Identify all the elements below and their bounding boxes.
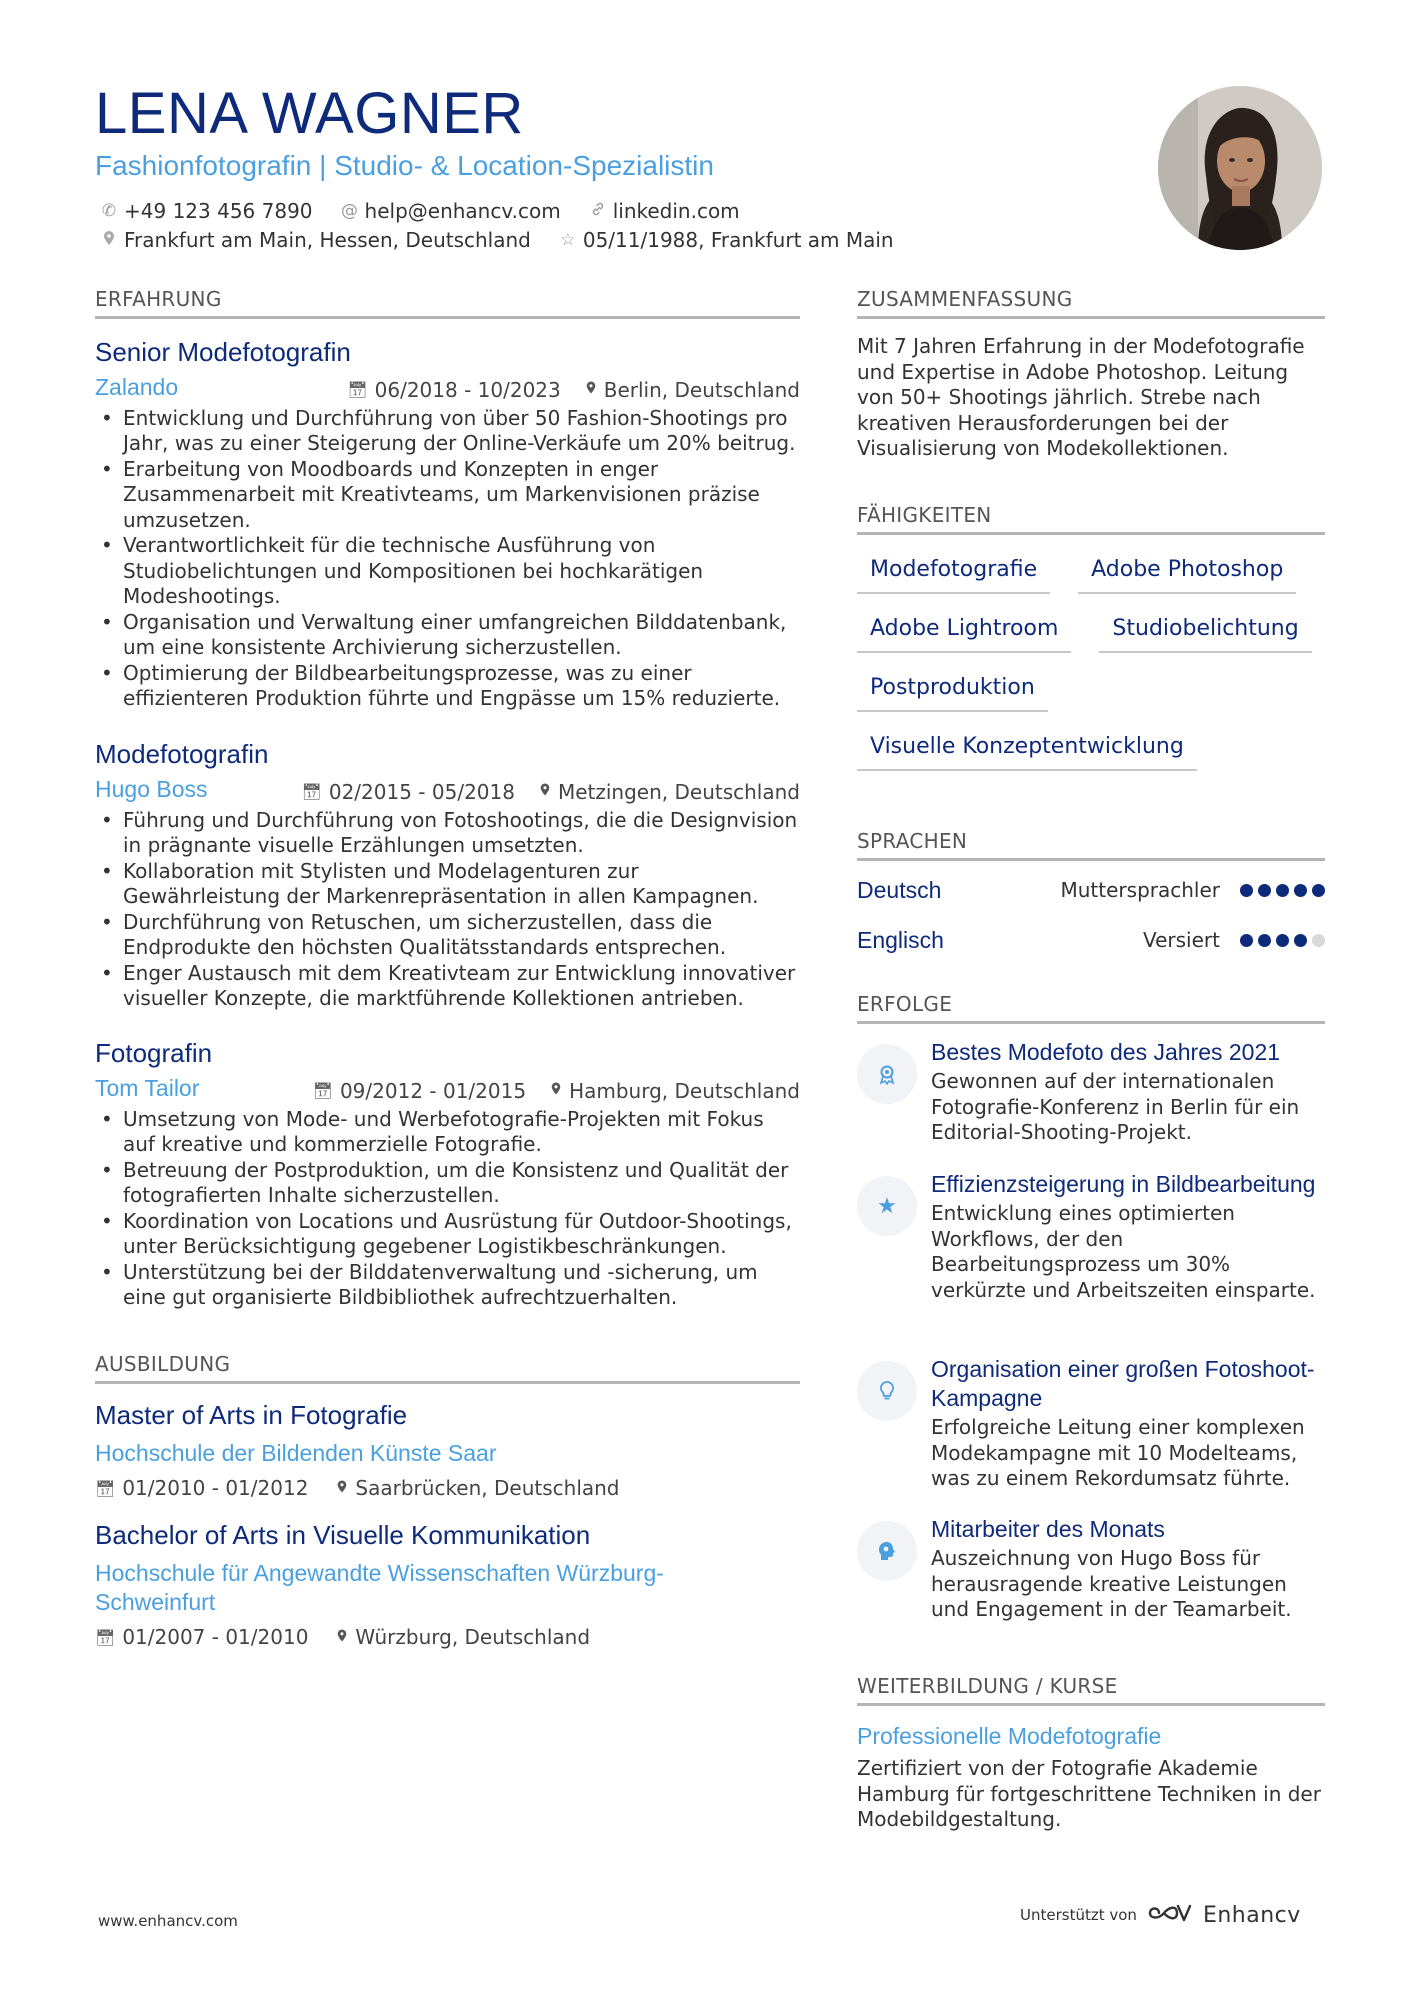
skill-tag: Studiobelichtung	[1099, 616, 1311, 653]
language-row	[857, 865, 1325, 915]
job-dates-text: 06/2018 - 10/2023	[374, 377, 561, 402]
skill-tag: Visuelle Konzeptentwicklung	[857, 734, 1197, 771]
location-pin-icon	[336, 1479, 348, 1498]
lightbulb-icon	[857, 1361, 917, 1421]
course-title: Professionelle Modefotografie	[857, 1723, 1162, 1749]
languages-list	[857, 865, 1325, 965]
location-pin-icon	[550, 1081, 562, 1100]
head-icon	[857, 1521, 917, 1581]
achievement-desc: Auszeichnung von Hugo Boss für herausragende kreative Leistungen und Engagement in der Teamarbeit.	[931, 1546, 1292, 1621]
location-pin-icon	[100, 230, 118, 251]
skills-list	[857, 557, 1325, 771]
job-location	[539, 780, 800, 804]
achievement-item	[857, 1038, 1325, 1146]
skill-tag: Modefotografie	[857, 557, 1050, 594]
enhancv-logo-icon	[1147, 1902, 1193, 1928]
bullet: • Koordination von Locations und Ausrüstung für Outdoor-Shootings, unter Berücksichtigung gegebener Logistikbeschränkungen.	[95, 1209, 800, 1260]
rating-dot	[1258, 884, 1271, 897]
language-name: Deutsch	[857, 876, 942, 903]
bullet: • Entwicklung und Durchführung von über 50 Fashion-Shootings pro Jahr, was zu einer Steigerung der Online-Verkäufe um 20% beitrug.	[95, 406, 800, 457]
achievement-title: Organisation einer großen Fotoshoot-Kampagne	[931, 1356, 1315, 1411]
calendar-icon: 📅︎	[347, 380, 368, 399]
achievement-body	[931, 1355, 1325, 1492]
job-dates-text: 02/2015 - 05/2018	[328, 779, 515, 804]
rating-dot	[1240, 884, 1253, 897]
calendar-icon: 📅︎	[312, 1081, 333, 1100]
rating-dot	[1240, 934, 1253, 947]
calendar-icon: 📅︎	[95, 1478, 116, 1498]
calendar-icon: 📅︎	[301, 782, 322, 801]
bullet: • Durchführung von Retuschen, um sicherzustellen, dass die Endprodukte den höchsten Qualitätsstandards entsprechen.	[95, 910, 800, 961]
location-text: Frankfurt am Main, Hessen, Deutschland	[124, 228, 531, 252]
job-location-text: Metzingen, Deutschland	[557, 779, 800, 804]
edu-degree: Bachelor of Arts in Visuelle Kommunikation	[95, 1520, 591, 1550]
edu-dates	[95, 1476, 308, 1500]
edu-dates-text: 01/2010 - 01/2012	[122, 1476, 309, 1500]
section-heading-achievements: ERFOLGE	[857, 992, 1325, 1024]
skill-tag: Adobe Photoshop	[1078, 557, 1296, 594]
course-desc: Zertifiziert von der Fotografie Akademie Hamburg für fortgeschrittene Techniken in der Modebildgestaltung.	[857, 1756, 1321, 1831]
job-bullets	[95, 808, 800, 1012]
language-level: Muttersprachler	[1060, 878, 1220, 902]
section-heading-courses: WEITERBILDUNG / KURSE	[857, 1674, 1325, 1706]
job-company: Tom Tailor	[95, 1075, 200, 1101]
achievement-title: Bestes Modefoto des Jahres 2021	[931, 1039, 1281, 1065]
bullet: • Führung und Durchführung von Fotoshootings, die die Designvision in prägnante visuelle Erzählungen umsetzten.	[95, 808, 800, 859]
job-entry	[95, 1038, 800, 1311]
job-location	[585, 378, 800, 402]
language-row	[857, 915, 1325, 965]
achievement-item	[857, 1355, 1325, 1492]
enhancv-brand: Enhancv	[1202, 1902, 1301, 1928]
job-entry	[95, 739, 800, 1012]
contact-row-1	[100, 199, 740, 223]
achievement-title: Effizienzsteigerung in Bildbearbeitung	[931, 1171, 1316, 1197]
contact-birth	[559, 228, 894, 252]
rating-dot	[1294, 934, 1307, 947]
edu-dates	[95, 1625, 308, 1649]
section-heading-languages: SPRACHEN	[857, 829, 1325, 861]
at-icon: @	[341, 201, 359, 221]
job-meta	[95, 374, 800, 402]
job-meta	[95, 776, 800, 804]
link-icon	[589, 201, 607, 222]
bullet: • Unterstützung bei der Bilddatenverwaltung und -sicherung, um eine gut organisierte Bildbibliothek aufrechtzuerhalten.	[95, 1260, 800, 1311]
achievement-body	[931, 1515, 1325, 1623]
achievement-item	[857, 1515, 1325, 1623]
award-icon	[857, 1044, 917, 1104]
birth-text: 05/11/1988, Frankfurt am Main	[582, 228, 894, 252]
powered-by-text: Unterstützt von	[1020, 1906, 1137, 1924]
summary-text: Mit 7 Jahren Erfahrung in der Modefotografie und Expertise in Adobe Photoshop. Leitung von 50+ Shootings jährlich. Strebe nach kreativen Herausforderungen bei der Visualisierung von Modekollektionen.	[857, 334, 1305, 460]
contact-row-2	[100, 228, 894, 252]
edu-school: Hochschule der Bildenden Künste Saar	[95, 1440, 497, 1466]
achievement-desc: Entwicklung eines optimierten Workflows, der den Bearbeitungsprozess um 30% verkürzte und Arbeitszeiten einsparte.	[931, 1201, 1316, 1302]
education-entry	[95, 1400, 800, 1500]
achievement-item	[857, 1170, 1325, 1303]
rating-dot	[1276, 884, 1289, 897]
rating-dot	[1276, 934, 1289, 947]
contact-linkedin[interactable]	[589, 199, 740, 223]
job-dates-text: 09/2012 - 01/2015	[339, 1078, 527, 1103]
star-outline-icon: ☆	[560, 230, 576, 250]
job-company: Hugo Boss	[95, 776, 208, 802]
language-level: Versiert	[1142, 928, 1220, 952]
edu-school: Hochschule für Angewandte Wissenschaften Würzburg-Schweinfurt	[95, 1560, 664, 1615]
contact-phone	[100, 199, 313, 223]
education-entry	[95, 1520, 715, 1649]
contact-email[interactable]	[341, 199, 561, 223]
linkedin-text[interactable]: linkedin.com	[612, 199, 740, 223]
job-bullets	[95, 406, 800, 712]
job-location-text: Hamburg, Deutschland	[569, 1078, 800, 1103]
skill-tag: Postproduktion	[857, 675, 1048, 712]
section-heading-experience: ERFAHRUNG	[95, 287, 800, 319]
course-entry	[857, 1723, 1325, 1833]
achievement-title: Mitarbeiter des Monats	[931, 1516, 1165, 1542]
candidate-name: LENA WAGNER	[95, 81, 524, 146]
location-pin-icon	[336, 1628, 348, 1647]
edu-meta	[95, 1476, 800, 1500]
footer-website[interactable]: www.enhancv.com	[98, 1912, 238, 1930]
edu-location	[336, 1625, 590, 1649]
achievement-desc: Erfolgreiche Leitung einer komplexen Modekampagne mit 10 Modelteams, was zu einem Rekordumsatz führte.	[931, 1415, 1305, 1490]
achievement-desc: Gewonnen auf der internationalen Fotografie-Konferenz in Berlin für ein Editorial-Shooting-Projekt.	[931, 1069, 1300, 1144]
edu-degree: Master of Arts in Fotografie	[95, 1400, 408, 1430]
star-icon: ★	[857, 1176, 917, 1236]
job-title: Senior Modefotografin	[95, 337, 351, 367]
footer-powered	[1020, 1902, 1301, 1928]
rating-dot	[1312, 884, 1325, 897]
edu-location-text: Würzburg, Deutschland	[355, 1625, 591, 1649]
job-location	[550, 1079, 800, 1103]
bullet: • Enger Austausch mit dem Kreativteam zur Entwicklung innovativer visueller Konzepte, die marktführende Kollektionen antrieben.	[95, 961, 800, 1012]
job-location-text: Berlin, Deutschland	[603, 377, 800, 402]
bullet: • Betreuung der Postproduktion, um die Konsistenz und Qualität der fotografierten Inhalte sicherzustellen.	[95, 1158, 800, 1209]
edu-location	[336, 1476, 619, 1500]
bullet: • Erarbeitung von Moodboards und Konzepten in enger Zusammenarbeit mit Kreativteams, um Markenvisionen präzise umzusetzen.	[95, 457, 800, 534]
language-name: Englisch	[857, 926, 944, 953]
rating-dot	[1294, 884, 1307, 897]
job-entry	[95, 337, 800, 712]
section-heading-skills: FÄHIGKEITEN	[857, 503, 1325, 535]
candidate-title: Fashionfotografin | Studio- & Location-Spezialistin	[95, 150, 714, 181]
bullet: • Organisation und Verwaltung einer umfangreichen Bilddatenbank, um eine konsistente Archivierung sicherzustellen.	[95, 610, 800, 661]
section-heading-education: AUSBILDUNG	[95, 1352, 800, 1384]
bullet: • Umsetzung von Mode- und Werbefotografie-Projekten mit Fokus auf kreative und kommerzielle Fotografie.	[95, 1107, 800, 1158]
job-title: Fotografin	[95, 1038, 213, 1068]
location-pin-icon	[539, 782, 551, 801]
edu-location-text: Saarbrücken, Deutschland	[355, 1476, 620, 1500]
rating-dot	[1258, 934, 1271, 947]
job-dates	[347, 378, 560, 402]
section-heading-summary: ZUSAMMENFASSUNG	[857, 287, 1325, 319]
job-meta	[95, 1075, 800, 1103]
bullet: • Verantwortlichkeit für die technische Ausführung von Studiobelichtungen und Kompositionen bei hochkarätigen Modeshootings.	[95, 533, 800, 610]
language-rating	[1240, 934, 1325, 947]
bullet: • Kollaboration mit Stylisten und Modelagenturen zur Gewährleistung der Markenrepräsentation in allen Kampagnen.	[95, 859, 800, 910]
edu-dates-text: 01/2007 - 01/2010	[122, 1625, 309, 1649]
job-dates	[302, 780, 515, 804]
location-pin-icon	[585, 380, 597, 399]
email-text[interactable]: help@enhancv.com	[364, 199, 561, 223]
bullet: • Optimierung der Bildbearbeitungsprozesse, was zu einer effizienteren Produktion führte und Engpässe um 15% reduzierte.	[95, 661, 800, 712]
job-company: Zalando	[95, 374, 179, 400]
phone-text: +49 123 456 7890	[124, 199, 313, 223]
skill-tag: Adobe Lightroom	[857, 616, 1071, 653]
rating-dot	[1312, 934, 1325, 947]
job-title: Modefotografin	[95, 739, 269, 769]
job-dates	[313, 1079, 526, 1103]
achievement-body	[931, 1170, 1325, 1303]
contact-location	[100, 228, 531, 252]
language-rating	[1240, 884, 1325, 897]
job-bullets	[95, 1107, 800, 1311]
calendar-icon: 📅︎	[95, 1627, 116, 1647]
edu-meta	[95, 1625, 715, 1649]
achievement-body	[931, 1038, 1325, 1146]
profile-photo	[1158, 86, 1322, 250]
phone-icon: ✆	[101, 201, 117, 221]
